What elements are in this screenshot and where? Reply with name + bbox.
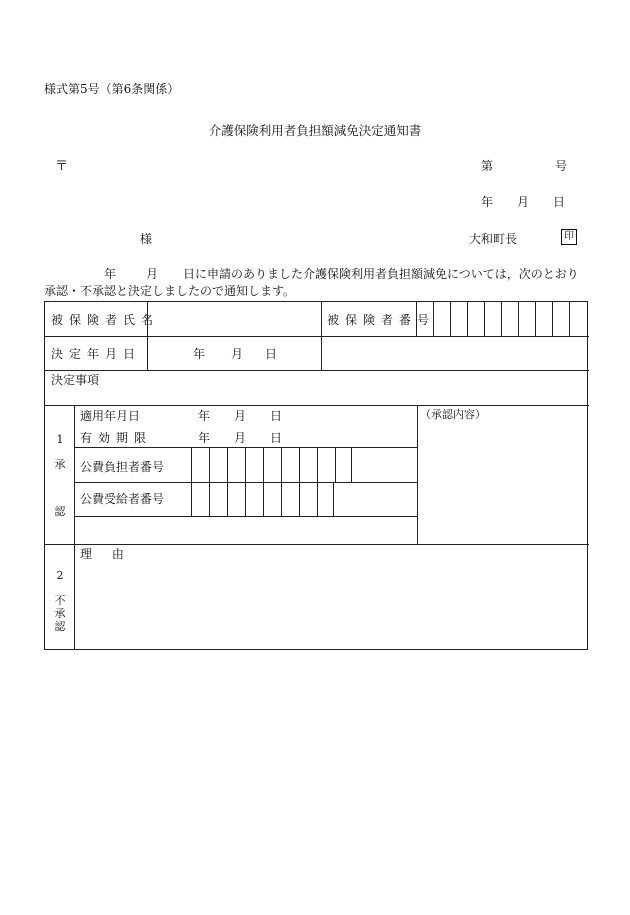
rejection-char-1: 不 — [54, 594, 66, 607]
doc-number-suffix: 号 — [555, 159, 568, 173]
seal-mark: 印 — [561, 229, 577, 245]
decision-date-year: 年 — [193, 347, 206, 361]
intro-text: 日に申請のありました介護保険利用者負担額減免については，次のとおり承認・不承認と決定しましたので通知します。 — [44, 267, 579, 298]
issue-year: 年 — [481, 195, 494, 209]
decision-date-day: 日 — [265, 347, 278, 361]
intro-paragraph — [44, 266, 589, 300]
insured-number-label: 被保険者番号 — [327, 313, 436, 327]
approval-number: 1 — [56, 433, 64, 446]
apply-year: 年 — [198, 409, 211, 423]
recipient-suffix: 様 — [140, 232, 153, 246]
valid-period-label: 有効期限 — [80, 431, 153, 445]
issuer-name: 大和町長 — [469, 232, 518, 246]
valid-day: 日 — [270, 431, 283, 445]
intro-month: 月 — [146, 267, 159, 281]
form-number: 様式第5号（第6条関係） — [44, 82, 180, 96]
insured-name-label: 被保険者氏名 — [51, 313, 160, 327]
recipient-number-label: 公費受給者番号 — [80, 492, 165, 506]
insured-name-field[interactable] — [149, 303, 320, 335]
intro-year: 年 — [104, 267, 117, 281]
decision-date-label: 決定年月日 — [51, 347, 142, 361]
reason-label: 理 由 — [80, 547, 124, 561]
issue-day: 日 — [553, 195, 566, 209]
decision-date-month: 月 — [231, 347, 244, 361]
rejection-char-3: 認 — [54, 620, 66, 633]
apply-day: 日 — [270, 409, 283, 423]
apply-month: 月 — [234, 409, 247, 423]
approval-char-1: 承 — [54, 458, 66, 471]
decision-items-label: 決定事項 — [51, 373, 100, 387]
doc-number-prefix: 第 — [481, 159, 494, 173]
postal-mark: 〒 — [55, 159, 69, 174]
approval-char-2: 認 — [54, 505, 66, 518]
rejection-char-2: 承 — [54, 607, 66, 620]
valid-year: 年 — [198, 431, 211, 445]
issue-month: 月 — [517, 195, 530, 209]
approval-content-label: （承認内容） — [420, 408, 486, 421]
payer-number-label: 公費負担者番号 — [80, 460, 165, 474]
rejection-number: 2 — [56, 569, 64, 582]
apply-date-label: 適用年月日 — [80, 409, 141, 423]
valid-month: 月 — [234, 431, 247, 445]
document-title: 介護保険利用者負担額減免決定通知書 — [208, 123, 422, 138]
decision-table — [44, 301, 588, 650]
